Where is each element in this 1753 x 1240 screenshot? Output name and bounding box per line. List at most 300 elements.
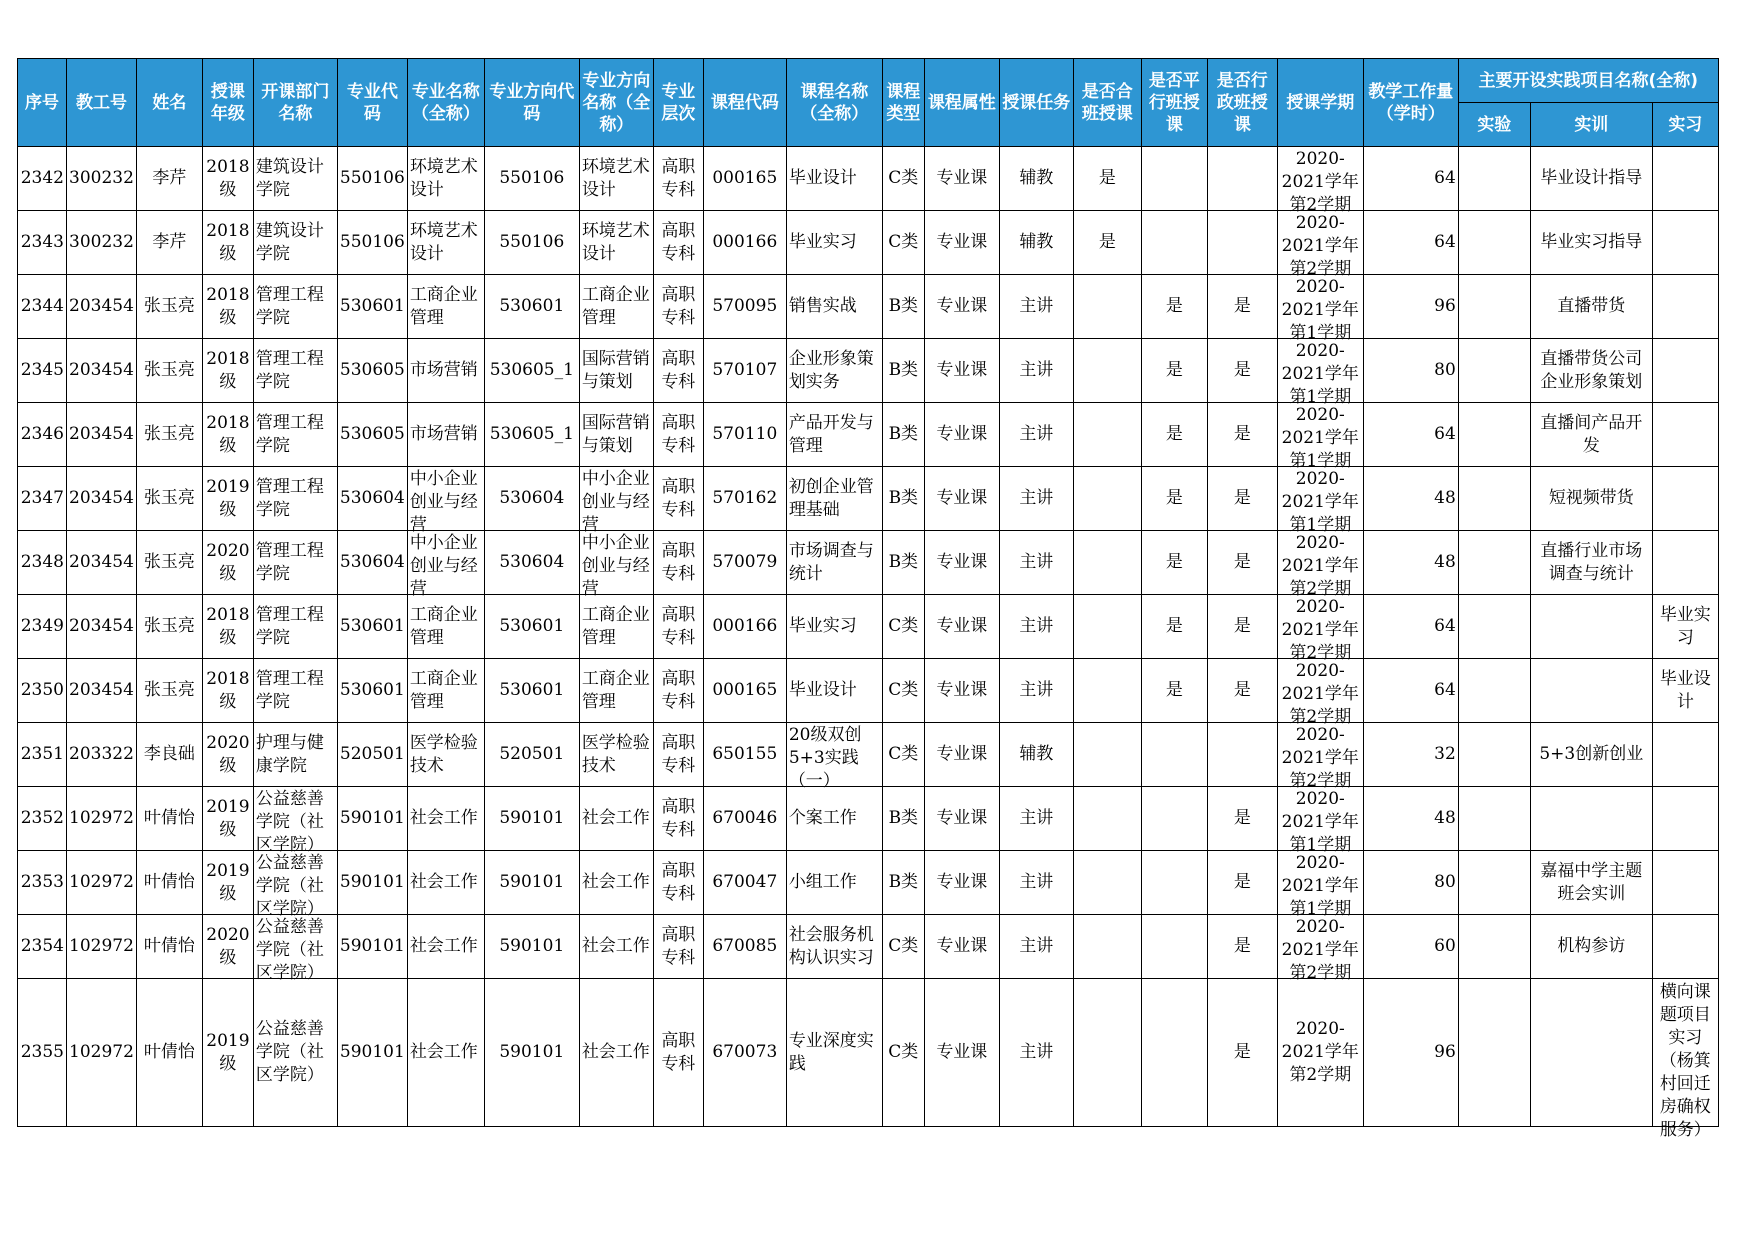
cell-dept [253, 659, 337, 723]
cell-course-type [882, 403, 924, 467]
cell-text: 2345 [20, 360, 64, 380]
cell-training [1530, 915, 1652, 979]
cell-term [1277, 659, 1363, 727]
cell-grade [202, 339, 253, 403]
header-dept: 开课部门名称 [253, 59, 337, 147]
cell-dir-code [484, 403, 579, 467]
cell-text: 环境艺术设计 [581, 220, 650, 264]
cell-dir-name [579, 467, 653, 535]
cell-course-code [703, 851, 786, 915]
cell-text: 530605_1 [489, 424, 574, 444]
cell-text: 590101 [339, 808, 405, 828]
cell-workload [1363, 915, 1458, 979]
cell-admin [1207, 659, 1277, 723]
cell-text: 550106 [499, 168, 565, 188]
cell-text: 横向课题项目实习（杨箕村回迁房确权服务） [1659, 981, 1711, 1140]
cell-course-name [786, 403, 882, 467]
cell-course-code [703, 595, 786, 659]
cell-training [1530, 403, 1652, 467]
cell-text: 工商企业管理 [581, 284, 650, 328]
cell-text: C类 [888, 744, 919, 764]
cell-text: 是 [1165, 552, 1183, 572]
cell-text: 590101 [499, 872, 565, 892]
cell-text: 2019级 [206, 476, 250, 520]
cell-staff-id [67, 979, 137, 1127]
cell-internship [1652, 275, 1718, 339]
cell-text: 590101 [499, 936, 565, 956]
cell-task [999, 915, 1073, 979]
cell-dept [253, 339, 337, 403]
cell-dir-code [484, 851, 579, 915]
cell-staff-id [67, 531, 137, 595]
table-row [18, 723, 1719, 787]
cell-dir-code [484, 595, 579, 659]
cell-text: 市场营销 [409, 424, 478, 444]
cell-text: 是 [1233, 872, 1251, 892]
cell-level [653, 595, 703, 659]
cell-dir-name [579, 595, 653, 659]
cell-text: 64 [1434, 168, 1456, 188]
cell-course-code [703, 467, 786, 531]
cell-course-attr [924, 147, 999, 211]
cell-dept [253, 531, 337, 595]
cell-text: 2020-2021学年第1学期 [1281, 340, 1359, 407]
table-row [18, 339, 1719, 403]
cell-text: 102972 [69, 1042, 134, 1062]
cell-course-code [703, 339, 786, 403]
cell-text: 高职专科 [661, 668, 696, 712]
cell-text: 专业课 [936, 1042, 988, 1062]
cell-text: 是 [1165, 616, 1183, 636]
cell-text: 专业课 [936, 552, 988, 572]
cell-major-name [407, 915, 484, 979]
cell-dir-name [579, 211, 653, 275]
cell-task [999, 275, 1073, 339]
cell-grade [202, 147, 253, 211]
cell-name [136, 531, 202, 595]
cell-text: B类 [888, 808, 919, 828]
cell-text: 670046 [712, 808, 778, 828]
cell-text: 个案工作 [788, 808, 857, 828]
cell-text: 毕业设计指导 [1540, 168, 1643, 188]
cell-course-attr [924, 339, 999, 403]
cell-dir-code [484, 147, 579, 211]
cell-grade [202, 595, 253, 659]
cell-text: 是 [1098, 168, 1116, 188]
cell-text: 是 [1165, 296, 1183, 316]
cell-text: 专业课 [936, 168, 988, 188]
cell-text: 小组工作 [788, 872, 857, 892]
cell-text: 高职专科 [661, 220, 696, 264]
cell-text: 550106 [339, 168, 405, 188]
cell-workload [1363, 787, 1458, 851]
cell-course-type [882, 851, 924, 915]
header-row [18, 59, 1719, 103]
header-practice-group: 主要开设实践项目名称(全称) [1458, 59, 1718, 103]
header-major-code: 专业代码 [337, 59, 407, 147]
cell-term [1277, 339, 1363, 407]
cell-training [1530, 787, 1652, 851]
cell-workload [1363, 531, 1458, 595]
cell-text: C类 [888, 936, 919, 956]
cell-text: 2018级 [206, 604, 250, 648]
cell-text: 570079 [712, 552, 778, 572]
cell-text: 2019级 [206, 796, 250, 840]
cell-task [999, 659, 1073, 723]
cell-merged [1073, 979, 1141, 1127]
cell-text: 是 [1233, 360, 1251, 380]
cell-text: 是 [1165, 360, 1183, 380]
cell-level [653, 915, 703, 979]
cell-admin [1207, 403, 1277, 467]
cell-dir-code [484, 787, 579, 851]
cell-task [999, 595, 1073, 659]
cell-course-attr [924, 659, 999, 723]
cell-course-attr [924, 595, 999, 659]
cell-level [653, 787, 703, 851]
cell-text: 590101 [339, 1042, 405, 1062]
cell-dir-code [484, 979, 579, 1127]
cell-course-name [786, 531, 882, 595]
cell-level [653, 275, 703, 339]
cell-text: 企业形象策划实务 [788, 348, 874, 392]
cell-grade [202, 979, 253, 1127]
cell-text: 是 [1165, 488, 1183, 508]
cell-major-name [407, 403, 484, 467]
cell-text: 102972 [69, 808, 134, 828]
cell-course-code [703, 787, 786, 851]
table-row [18, 595, 1719, 659]
cell-text: 650155 [712, 744, 778, 764]
cell-admin [1207, 467, 1277, 531]
cell-major-name [407, 467, 484, 535]
cell-text: 工商企业管理 [581, 604, 650, 648]
cell-text: 2018级 [206, 284, 250, 328]
cell-course-type [882, 659, 924, 723]
cell-text: 590101 [499, 1042, 565, 1062]
cell-text: 是 [1165, 424, 1183, 444]
table-row [18, 531, 1719, 595]
cell-dept [253, 723, 337, 787]
table-row [18, 787, 1719, 851]
cell-internship [1652, 467, 1718, 531]
cell-text: 300232 [69, 232, 134, 252]
cell-major-name [407, 211, 484, 275]
cell-text: 570107 [712, 360, 778, 380]
cell-staff-id [67, 659, 137, 723]
table-row [18, 211, 1719, 275]
cell-dept [253, 403, 337, 467]
cell-text: 2346 [20, 424, 64, 444]
cell-task [999, 979, 1073, 1127]
cell-text: 社会工作 [581, 936, 650, 956]
cell-course-name [786, 723, 882, 791]
cell-text: 570110 [712, 424, 778, 444]
cell-internship [1652, 723, 1718, 787]
cell-course-name [786, 979, 882, 1127]
cell-merged [1073, 275, 1141, 339]
cell-experiment [1458, 723, 1530, 787]
cell-text: 是 [1233, 616, 1251, 636]
cell-task [999, 467, 1073, 531]
cell-workload [1363, 467, 1458, 531]
cell-text: 550106 [499, 232, 565, 252]
cell-text: B类 [888, 872, 919, 892]
cell-course-attr [924, 851, 999, 915]
cell-text: 590101 [339, 872, 405, 892]
cell-workload [1363, 403, 1458, 467]
cell-internship [1652, 595, 1718, 659]
cell-text: 社会工作 [581, 872, 650, 892]
cell-course-code [703, 531, 786, 595]
cell-term [1277, 147, 1363, 215]
cell-text: 000166 [712, 232, 778, 252]
cell-grade [202, 211, 253, 275]
cell-task [999, 211, 1073, 275]
cell-text: 专业课 [936, 680, 988, 700]
cell-text: 社会工作 [409, 1042, 478, 1062]
cell-name [136, 275, 202, 339]
cell-text: 2020-2021学年第2学期 [1281, 596, 1359, 663]
cell-merged [1073, 851, 1141, 915]
cell-text: 专业课 [936, 616, 988, 636]
cell-text: 48 [1434, 808, 1456, 828]
cell-text: 环境艺术设计 [409, 220, 478, 264]
cell-text: 社会工作 [409, 872, 478, 892]
cell-text: 建筑设计学院 [255, 156, 324, 200]
cell-level [653, 659, 703, 723]
cell-text: B类 [888, 488, 919, 508]
cell-name [136, 595, 202, 659]
cell-seq [18, 275, 67, 339]
cell-major-name [407, 723, 484, 787]
cell-dept [253, 275, 337, 339]
cell-dir-name [579, 915, 653, 979]
cell-text: 工商企业管理 [409, 284, 478, 328]
cell-term [1277, 915, 1363, 983]
cell-workload [1363, 147, 1458, 211]
cell-name [136, 339, 202, 403]
cell-grade [202, 723, 253, 787]
cell-seq [18, 851, 67, 915]
cell-text: 主讲 [1019, 488, 1054, 508]
cell-course-type [882, 595, 924, 659]
cell-text: 530601 [499, 296, 565, 316]
cell-name [136, 723, 202, 787]
cell-term [1277, 275, 1363, 343]
cell-parallel [1141, 147, 1207, 211]
cell-text: 主讲 [1019, 680, 1054, 700]
cell-course-type [882, 723, 924, 787]
cell-text: 670085 [712, 936, 778, 956]
cell-major-code [337, 915, 407, 979]
cell-seq [18, 531, 67, 595]
cell-training [1530, 339, 1652, 403]
cell-dir-code [484, 275, 579, 339]
cell-major-code [337, 211, 407, 275]
cell-seq [18, 915, 67, 979]
cell-training [1530, 851, 1652, 915]
cell-grade [202, 915, 253, 979]
cell-text: 市场营销 [409, 360, 478, 380]
cell-grade [202, 403, 253, 467]
cell-workload [1363, 851, 1458, 915]
cell-text: C类 [888, 1042, 919, 1062]
header-course-name: 课程名称（全称） [786, 59, 882, 147]
cell-text: 中小企业创业与经营 [581, 532, 650, 599]
cell-text: 是 [1233, 936, 1251, 956]
cell-text: 管理工程学院 [255, 668, 324, 712]
cell-text: 64 [1434, 616, 1456, 636]
cell-course-code [703, 403, 786, 467]
cell-course-name [786, 147, 882, 211]
cell-internship [1652, 659, 1718, 723]
cell-name [136, 979, 202, 1127]
cell-merged [1073, 211, 1141, 275]
cell-text: 专业课 [936, 808, 988, 828]
cell-text: 530604 [339, 552, 405, 572]
cell-text: 工商企业管理 [581, 668, 650, 712]
cell-dir-name [579, 979, 653, 1127]
cell-course-name [786, 467, 882, 531]
cell-term [1277, 851, 1363, 919]
cell-text: 辅教 [1019, 232, 1054, 252]
cell-merged [1073, 659, 1141, 723]
cell-level [653, 147, 703, 211]
table-row [18, 979, 1719, 1127]
cell-text: 20级双创5+3实践（一） [788, 724, 862, 791]
cell-text: 2354 [20, 936, 64, 956]
cell-text: 护理与健康学院 [255, 732, 324, 776]
cell-text: 专业课 [936, 360, 988, 380]
cell-training [1530, 595, 1652, 659]
header-experiment: 实验 [1458, 103, 1530, 147]
cell-task [999, 851, 1073, 915]
header-course-type [882, 59, 924, 147]
cell-dir-name [579, 659, 653, 723]
cell-major-code [337, 659, 407, 723]
cell-course-name [786, 339, 882, 403]
header-course-type-text: 课程类型 [886, 81, 921, 124]
cell-level [653, 211, 703, 275]
cell-course-attr [924, 403, 999, 467]
cell-seq [18, 403, 67, 467]
cell-major-name [407, 531, 484, 599]
cell-text: 2344 [20, 296, 64, 316]
cell-grade [202, 531, 253, 595]
cell-text: 主讲 [1019, 936, 1054, 956]
cell-dept [253, 211, 337, 275]
header-task: 授课任务 [999, 59, 1073, 147]
cell-course-name [786, 659, 882, 723]
cell-admin [1207, 915, 1277, 979]
cell-major-code [337, 467, 407, 531]
cell-name [136, 211, 202, 275]
cell-text: 300232 [69, 168, 134, 188]
cell-major-name [407, 339, 484, 403]
cell-dir-code [484, 211, 579, 275]
cell-text: 2020-2021学年第2学期 [1281, 1019, 1359, 1085]
cell-dir-name [579, 403, 653, 467]
cell-text: 是 [1233, 296, 1251, 316]
header-training: 实训 [1530, 103, 1652, 147]
cell-text: 张玉亮 [143, 616, 195, 636]
cell-text: 是 [1233, 424, 1251, 444]
cell-dir-code [484, 339, 579, 403]
cell-text: 高职专科 [661, 732, 696, 776]
cell-course-type [882, 787, 924, 851]
table-row [18, 275, 1719, 339]
cell-seq [18, 211, 67, 275]
cell-text: B类 [888, 424, 919, 444]
cell-text: 570162 [712, 488, 778, 508]
cell-term [1277, 467, 1363, 535]
cell-admin [1207, 595, 1277, 659]
cell-dept [253, 147, 337, 211]
cell-text: B类 [888, 552, 919, 572]
cell-text: 520501 [339, 744, 405, 764]
cell-text: 530605_1 [489, 360, 574, 380]
cell-text: 直播带货公司企业形象策划 [1540, 348, 1643, 392]
cell-text: 直播带货 [1557, 296, 1626, 316]
cell-parallel [1141, 403, 1207, 467]
cell-course-name [786, 851, 882, 915]
cell-experiment [1458, 147, 1530, 211]
cell-text: 2018级 [206, 412, 250, 456]
cell-text: 毕业设计 [1659, 668, 1711, 712]
cell-admin [1207, 979, 1277, 1127]
cell-text: 主讲 [1019, 296, 1054, 316]
cell-dept [253, 915, 337, 983]
cell-text: 张玉亮 [143, 680, 195, 700]
cell-text: 是 [1098, 232, 1116, 252]
cell-text: 社会工作 [409, 808, 478, 828]
cell-parallel [1141, 467, 1207, 531]
cell-major-code [337, 339, 407, 403]
cell-staff-id [67, 787, 137, 851]
cell-seq [18, 595, 67, 659]
cell-text: 管理工程学院 [255, 604, 324, 648]
cell-course-type [882, 467, 924, 531]
cell-text: 80 [1434, 360, 1456, 380]
cell-text: 专业课 [936, 872, 988, 892]
cell-major-code [337, 979, 407, 1127]
cell-text: 中小企业创业与经营 [409, 468, 478, 535]
cell-text: 2020-2021学年第2学期 [1281, 724, 1359, 791]
cell-text: 2020级 [206, 732, 250, 776]
cell-staff-id [67, 467, 137, 531]
cell-text: 2352 [20, 808, 64, 828]
cell-training [1530, 147, 1652, 211]
cell-major-code [337, 723, 407, 787]
cell-course-type [882, 979, 924, 1127]
cell-text: 2020级 [206, 540, 250, 584]
cell-dir-name [579, 723, 653, 787]
cell-text: 000166 [712, 616, 778, 636]
cell-text: 环境艺术设计 [581, 156, 650, 200]
cell-workload [1363, 211, 1458, 275]
cell-dir-code [484, 915, 579, 979]
cell-course-type [882, 275, 924, 339]
cell-staff-id [67, 403, 137, 467]
cell-training [1530, 723, 1652, 787]
cell-text: 是 [1165, 680, 1183, 700]
cell-text: 2020-2021学年第1学期 [1281, 788, 1359, 855]
cell-text: 203454 [69, 616, 134, 636]
cell-dir-name [579, 787, 653, 851]
cell-text: 高职专科 [661, 860, 696, 904]
cell-internship [1652, 787, 1718, 851]
